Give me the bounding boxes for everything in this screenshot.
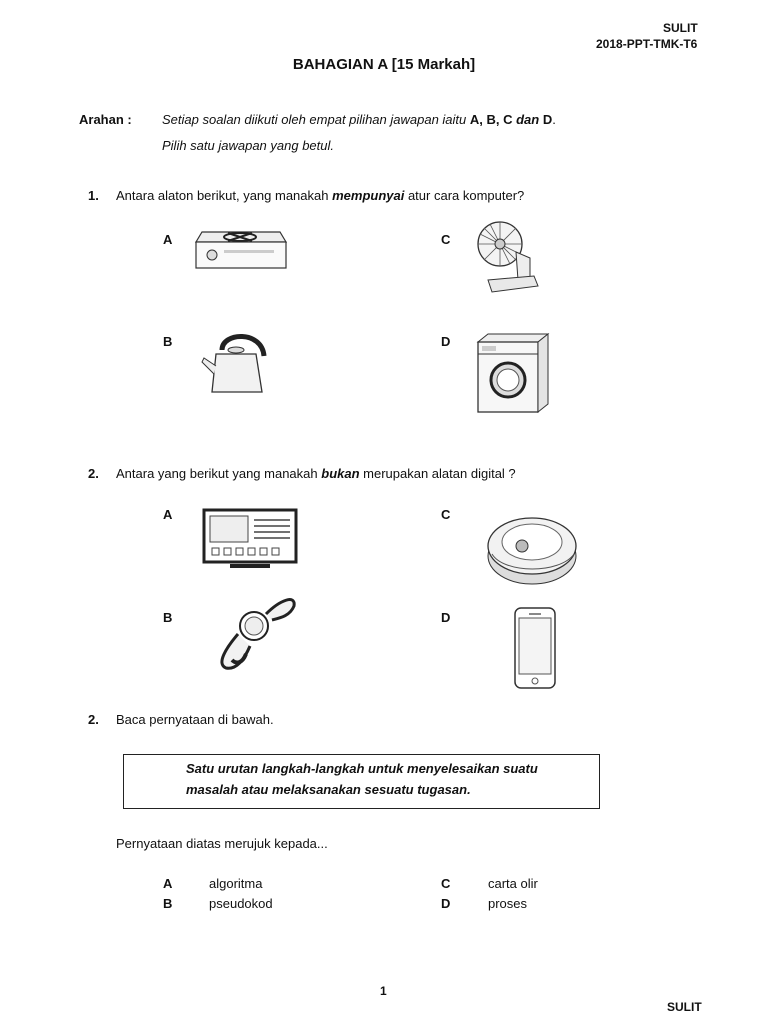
wristwatch-image	[210, 590, 302, 674]
robot-vacuum-image	[484, 502, 584, 594]
q3-answer-d-text: proses	[488, 896, 528, 911]
q3-answer-d-letter[interactable]: D	[441, 896, 451, 911]
q3-answer-a-letter[interactable]: A	[163, 876, 173, 891]
q2-option-a-letter[interactable]: A	[163, 507, 173, 522]
q1-text: Antara alaton berikut, yang manakah mempunyai atur cara komputer?	[116, 188, 525, 203]
q3-prompt: Baca pernyataan di bawah.	[116, 712, 274, 727]
q3-answer-c-text: carta olir	[488, 876, 538, 891]
sulit-top: SULIT	[663, 21, 698, 35]
smartphone-image	[512, 606, 558, 690]
statement-line-1: Satu urutan langkah-langkah untuk menyelesaikan suatu	[186, 761, 538, 776]
paper-code: 2018-PPT-TMK-T6	[596, 37, 698, 51]
smart-tv-image	[200, 506, 300, 570]
q3-answer-b-letter[interactable]: B	[163, 896, 173, 911]
section-title: BAHAGIAN A [15 Markah]	[292, 56, 476, 73]
q2-text: Antara yang berikut yang manakah bukan merupakan alatan digital ?	[116, 466, 516, 481]
q3-answer-b-text: pseudokod	[209, 896, 273, 911]
statement-line-2: masalah atau melaksanakan sesuatu tugasan.	[186, 782, 471, 797]
q1-option-c-letter[interactable]: C	[441, 232, 451, 247]
q3-answer-c-letter[interactable]: C	[441, 876, 451, 891]
instruction-label: Arahan :	[79, 112, 132, 127]
sulit-bottom: SULIT	[667, 1000, 702, 1014]
q2-option-b-letter[interactable]: B	[163, 610, 173, 625]
q1-option-b-letter[interactable]: B	[163, 334, 173, 349]
q1-option-d-letter[interactable]: D	[441, 334, 451, 349]
q3-question: Pernyataan diatas merujuk kepada...	[116, 836, 328, 851]
q3-answer-a-text: algoritma	[209, 876, 263, 891]
q1-number: 1.	[88, 188, 99, 203]
statement-box	[123, 754, 600, 809]
page-number: 1	[380, 984, 387, 998]
q2-option-d-letter[interactable]: D	[441, 610, 451, 625]
q1-option-a-letter[interactable]: A	[163, 232, 173, 247]
fan-image	[474, 218, 544, 294]
q2-number: 2.	[88, 466, 99, 481]
washing-machine-image	[474, 330, 552, 414]
instruction-line-2: Pilih satu jawapan yang betul.	[162, 138, 335, 153]
q3-number: 2.	[88, 712, 99, 727]
q2-option-c-letter[interactable]: C	[441, 507, 451, 522]
gas-stove-image	[188, 220, 288, 276]
instruction-line-1: Setiap soalan diikuti oleh empat pilihan jawapan iaitu A, B, C dan D.	[162, 112, 556, 127]
kettle-image	[200, 326, 272, 398]
